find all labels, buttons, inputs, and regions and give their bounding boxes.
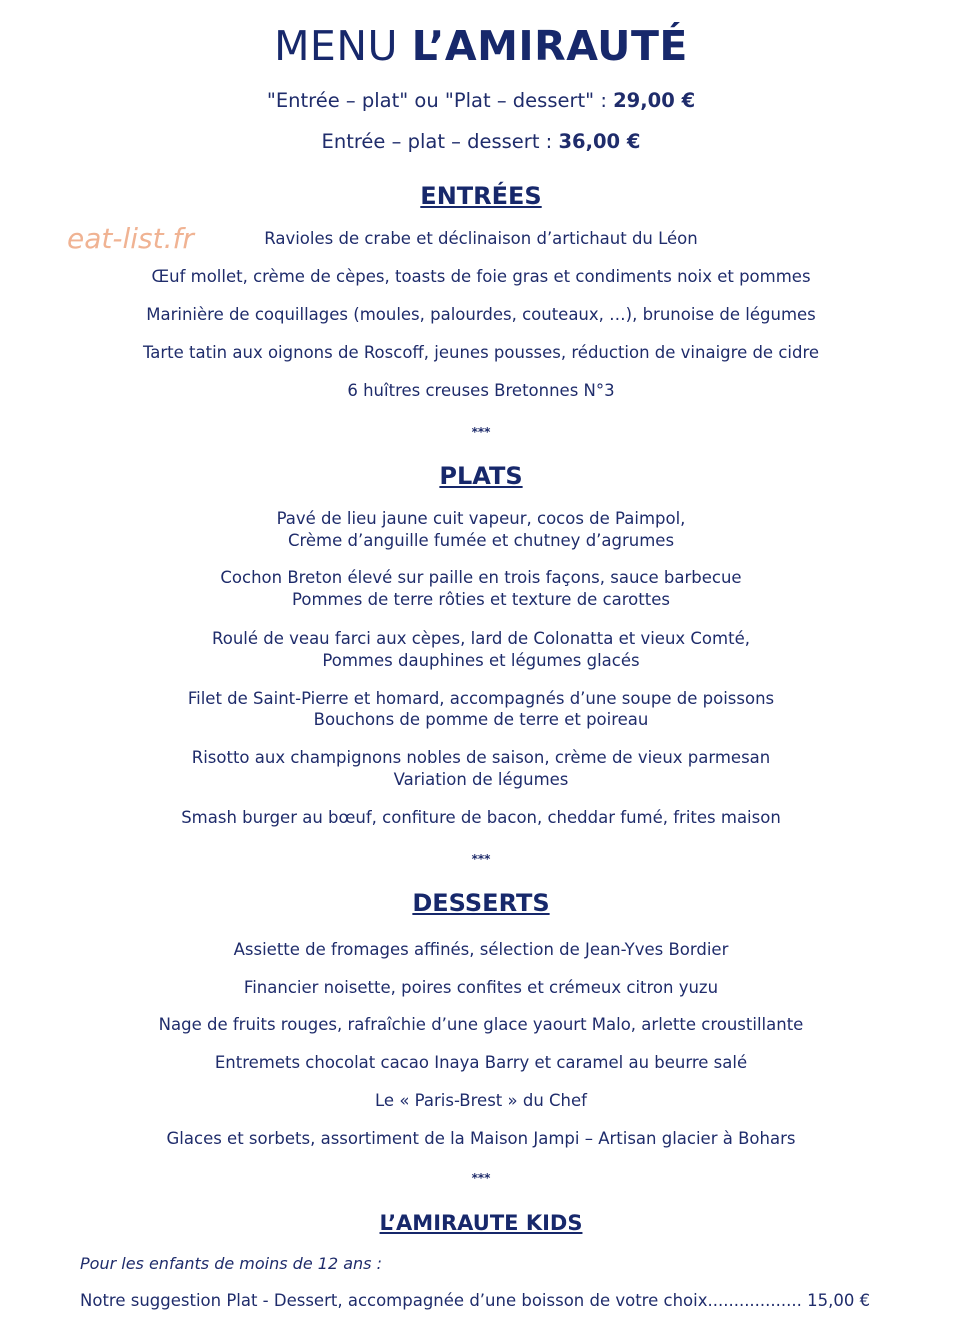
plat-item-line: Filet de Saint-Pierre et homard, accompagnés d’une soupe de poissons — [187, 689, 775, 708]
section-heading-entrees: ENTRÉES — [420, 182, 542, 210]
section-separator: *** — [471, 425, 491, 439]
kids-menu-line: Notre suggestion Plat - Dessert, accompagnée d’une boisson de votre choix.................. 15,00 € — [80, 1291, 871, 1310]
plat-item-line: Smash burger au bœuf, confiture de bacon, cheddar fumé, frites maison — [181, 808, 781, 827]
page-title — [0, 22, 962, 70]
dessert-item: Financier noisette, poires confites et crémeux citron yuzu — [243, 978, 719, 997]
section-separator: *** — [471, 852, 491, 866]
plat-item-line: Pommes dauphines et légumes glacés — [322, 651, 640, 670]
section-heading-desserts: DESSERTS — [412, 889, 550, 917]
plat-item-line: Roulé de veau farci aux cèpes, lard de Colonatta et vieux Comté, — [212, 629, 750, 648]
title-menu-word: MENU — [274, 22, 412, 70]
dessert-item: Glaces et sorbets, assortiment de la Maison Jampi – Artisan glacier à Bohars — [166, 1129, 796, 1148]
section-heading-plats: PLATS — [439, 462, 523, 490]
section-separator: *** — [471, 1171, 491, 1185]
price-three-courses-value: 36,00 € — [558, 130, 641, 153]
dessert-item: Nage de fruits rouges, rafraîchie d’une glace yaourt Malo, arlette croustillante — [158, 1015, 804, 1034]
title-restaurant-name: L’AMIRAUTÉ — [411, 22, 688, 70]
price-two-courses-label: "Entrée – plat" ou "Plat – dessert" : — [266, 89, 614, 112]
price-three-courses-label: Entrée – plat – dessert : — [321, 130, 559, 153]
dessert-item: Assiette de fromages affinés, sélection de Jean-Yves Bordier — [233, 940, 729, 959]
plat-item-line: Bouchons de pomme de terre et poireau — [313, 710, 649, 729]
price-two-courses-value: 29,00 € — [613, 89, 696, 112]
plat-item-line: Risotto aux champignons nobles de saison, crème de vieux parmesan — [191, 748, 771, 767]
entree-item: Marinière de coquillages (moules, palourdes, couteaux, …), brunoise de légumes — [146, 305, 816, 324]
entree-item: Œuf mollet, crème de cèpes, toasts de foie gras et condiments noix et pommes — [151, 267, 811, 286]
kids-age-note: Pour les enfants de moins de 12 ans : — [80, 1254, 382, 1273]
plat-item-line: Pavé de lieu jaune cuit vapeur, cocos de Paimpol, — [276, 509, 686, 528]
price-line-three-courses — [0, 130, 962, 154]
plat-item-line: Cochon Breton élevé sur paille en trois façons, sauce barbecue — [220, 568, 742, 587]
watermark-logo: eat-list.fr — [67, 222, 194, 255]
entree-item: Tarte tatin aux oignons de Roscoff, jeunes pousses, réduction de vinaigre de cidre — [142, 343, 820, 362]
price-line-two-courses — [0, 89, 962, 113]
dessert-item: Le « Paris-Brest » du Chef — [375, 1091, 587, 1110]
plat-item-line: Pommes de terre rôties et texture de carottes — [292, 590, 670, 609]
entree-item: Ravioles de crabe et déclinaison d’artichaut du Léon — [264, 229, 698, 248]
dessert-item: Entremets chocolat cacao Inaya Barry et caramel au beurre salé — [214, 1053, 748, 1072]
plat-item-line: Crème d’anguille fumée et chutney d’agrumes — [287, 531, 675, 550]
section-heading-kids: L’AMIRAUTE KIDS — [379, 1211, 583, 1235]
plat-item-line: Variation de légumes — [393, 770, 569, 789]
entree-item: 6 huîtres creuses Bretonnes N°3 — [347, 381, 615, 400]
